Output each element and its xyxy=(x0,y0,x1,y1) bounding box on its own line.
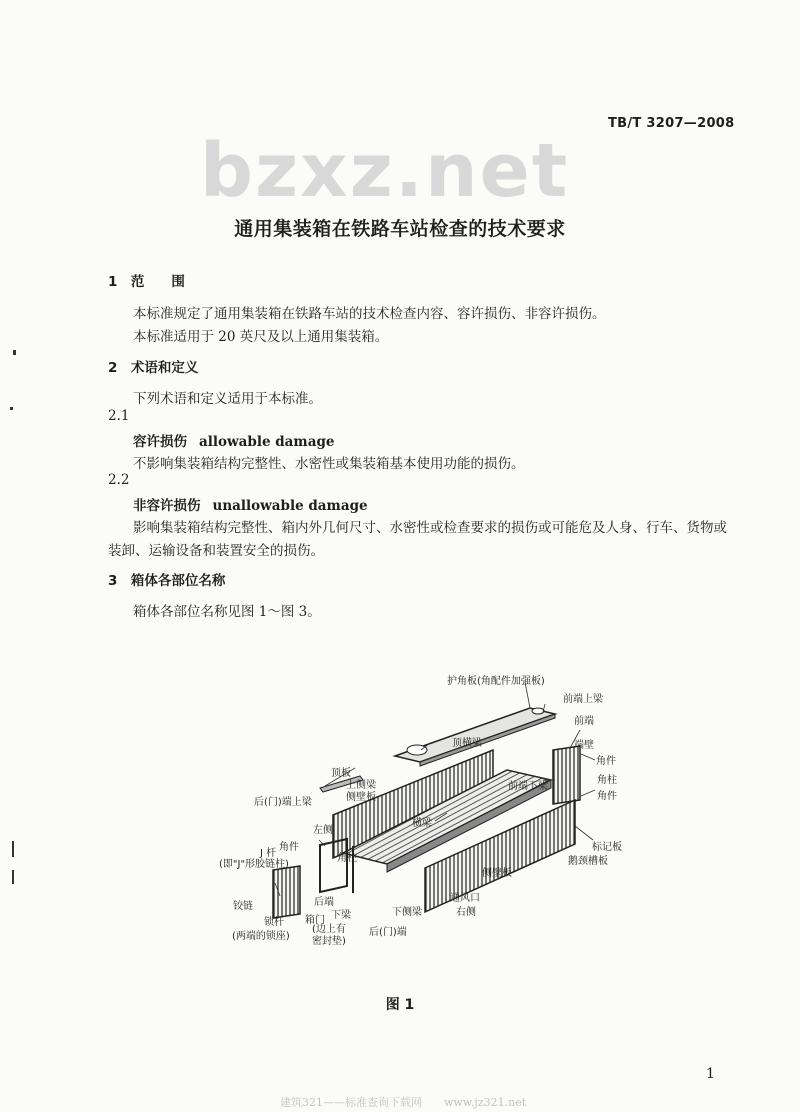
label-corner-post-2: 角柱 xyxy=(337,853,357,864)
term-2-1-english: allowable damage xyxy=(199,434,335,450)
watermark: bzxz.net xyxy=(200,128,570,214)
term-2-2-number: 2.2 xyxy=(108,472,130,488)
term-2-1-number: 2.1 xyxy=(108,408,130,424)
label-door: 箱门 xyxy=(305,915,325,926)
label-front-end: 前端 xyxy=(574,716,594,727)
label-cross-member: 横梁 xyxy=(412,818,432,829)
label-marking-plate: 标记板 xyxy=(592,842,622,853)
section-1-heading: 1 范 围 xyxy=(108,274,185,290)
label-end-wall: 端壁 xyxy=(574,740,594,751)
label-j-bar: J 杆 xyxy=(260,848,277,859)
document-code: TB/T 3207—2008 xyxy=(608,116,735,131)
label-locking-bar: 锁杆 xyxy=(264,917,284,928)
label-side-wall-1: 侧壁板 xyxy=(346,792,376,803)
label-seal-note-1: (边上有 xyxy=(312,924,346,935)
label-top-side-rail: 上侧梁 xyxy=(346,780,376,791)
label-bottom-rail: 下梁 xyxy=(331,910,351,921)
page-number: 1 xyxy=(706,1066,715,1082)
footer-watermark: 建筑321——标准查询下载网 www.jz321.net xyxy=(280,1096,527,1109)
label-hinge: 铰链 xyxy=(233,901,253,912)
term-2-1-chinese: 容许损伤 xyxy=(133,434,187,450)
label-front-top-rail: 前端上梁 xyxy=(563,694,603,705)
label-rear-door-end: 后(门)端 xyxy=(369,927,407,938)
scan-speck xyxy=(10,407,13,410)
section-3-heading: 3 箱体各部位名称 xyxy=(108,573,226,589)
term-2-2-definition-line-1: 影响集装箱结构完整性、箱内外几何尺寸、水密性或检查要求的损伤或可能危及人身、行车、货物或 xyxy=(133,520,727,536)
scan-speck xyxy=(12,841,14,857)
term-2-2-chinese: 非容许损伤 xyxy=(133,498,201,514)
label-corner-post-1: 角柱 xyxy=(597,775,617,786)
label-seal-note-2: 密封垫) xyxy=(312,936,346,947)
label-roof-panel: 顶板 xyxy=(331,768,351,779)
label-lock-keepers: (两端的锁座) xyxy=(232,931,290,942)
term-2-1-definition: 不影响集装箱结构完整性、水密性或集装箱基本使用功能的损伤。 xyxy=(133,456,525,472)
label-corner-fitting-2: 角件 xyxy=(597,791,617,802)
term-2-2-definition-line-2: 装卸、运输设备和装置安全的损伤。 xyxy=(108,543,324,559)
label-right-side: 右侧 xyxy=(456,907,476,918)
label-ventilator: 通风口 xyxy=(450,893,480,904)
label-rear-top-rail: 后(门)端上梁 xyxy=(254,797,312,808)
label-corner-fitting-1: 角件 xyxy=(596,756,616,767)
label-front-bottom-rail: 前端下梁 xyxy=(508,781,548,792)
label-bottom-side-rail: 下侧梁 xyxy=(392,907,422,918)
label-side-wall-2: 侧壁板 xyxy=(482,868,512,879)
section-3-para: 箱体各部位名称见图 1～图 3。 xyxy=(133,604,321,620)
label-rear-end: 后端 xyxy=(314,897,334,908)
scan-speck xyxy=(13,350,16,355)
figure-caption: 图 1 xyxy=(385,997,415,1013)
label-corner-fitting-3: 角件 xyxy=(279,842,299,853)
label-corner-plate: 护角板(角配件加强板) xyxy=(447,676,545,687)
term-2-1 xyxy=(133,430,334,450)
section-2-intro: 下列术语和定义适用于本标准。 xyxy=(133,391,322,407)
front-end-wall xyxy=(553,746,580,804)
section-1-para-1: 本标准规定了通用集装箱在铁路车站的技术检查内容、容许损伤、非容许损伤。 xyxy=(133,306,606,322)
scan-speck xyxy=(12,870,14,884)
label-j-bar-note: (即"J"形胶链柱) xyxy=(219,859,289,870)
label-gooseneck-tunnel: 鹅颈槽板 xyxy=(568,856,608,867)
label-roof-bow: 顶横梁 xyxy=(452,738,482,749)
label-left-side: 左侧 xyxy=(313,825,333,836)
section-1-para-2: 本标准适用于 20 英尺及以上通用集装箱。 xyxy=(133,329,389,345)
term-2-2-english: unallowable damage xyxy=(212,498,368,514)
rear-door xyxy=(273,866,300,918)
document-title: 通用集装箱在铁路车站检查的技术要求 xyxy=(234,218,566,240)
section-2-heading: 2 术语和定义 xyxy=(108,360,199,376)
term-2-2 xyxy=(133,494,368,514)
